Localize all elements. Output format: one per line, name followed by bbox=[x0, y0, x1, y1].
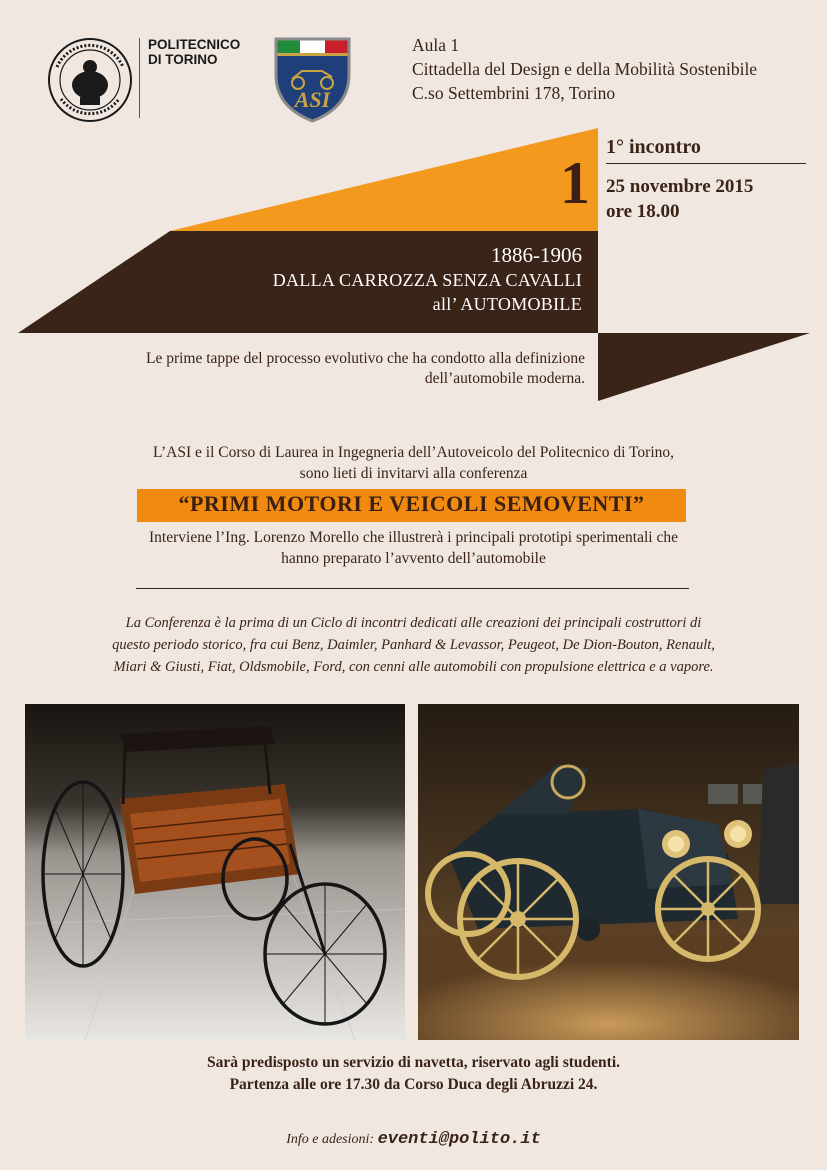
info-label: Info e adesioni: bbox=[286, 1132, 375, 1147]
info-footer bbox=[0, 1130, 827, 1149]
event-time: ore 18.00 bbox=[606, 201, 680, 222]
cycle-line3: Miari & Giusti, Fiat, Oldsmobile, Ford, con cenni alle automobili con propulsione elettrica e a vapore. bbox=[113, 659, 714, 675]
venue-room: Aula 1 bbox=[412, 35, 460, 55]
venue-street: C.so Settembrini 178, Torino bbox=[412, 83, 616, 103]
event-date: 25 novembre 2015 bbox=[606, 176, 754, 197]
cycle-line1: La Conferenza è la prima di un Ciclo di incontri dedicati alle creazioni dei principali costruttori di bbox=[125, 615, 702, 631]
conference-cycle-text bbox=[40, 612, 787, 678]
politecnico-name-line1: POLITECNICO bbox=[148, 37, 241, 52]
speaker-text bbox=[0, 527, 827, 569]
event-incontro: 1° incontro bbox=[606, 136, 701, 158]
banner-description bbox=[25, 349, 585, 389]
cycle-line2: questo periodo storico, fra cui Benz, Daimler, Panhard & Levassor, Peugeot, De Dion-Bouton, Renault, bbox=[112, 637, 715, 653]
event-number: 1 bbox=[560, 150, 590, 216]
venue-building: Cittadella del Design e della Mobilità Sostenibile bbox=[412, 59, 758, 79]
shuttle-notice bbox=[0, 1052, 827, 1096]
banner-years: 1886-1906 bbox=[491, 243, 582, 267]
event-datetime bbox=[606, 174, 753, 224]
speaker-line1: Interviene l’Ing. Lorenzo Morello che illustrerà i principali prototipi sperimentali che bbox=[149, 529, 678, 546]
politecnico-name-line2: DI TORINO bbox=[148, 52, 218, 67]
info-email-link[interactable]: eventi@polito.it bbox=[377, 1130, 541, 1149]
invitation-text bbox=[0, 442, 827, 484]
conference-title: “PRIMI MOTORI E VEICOLI SEMOVENTI” bbox=[178, 491, 645, 516]
logo-divider bbox=[139, 38, 140, 118]
invitation-line2: sono lieti di invitarvi alla conferenza bbox=[299, 465, 528, 482]
invitation-line1: L’ASI e il Corso di Laurea in Ingegneria dell’Autoveicolo del Politecnico di Torino, bbox=[152, 444, 675, 461]
banner-title: DALLA CARROZZA SENZA CAVALLI bbox=[272, 270, 582, 290]
brown-lower-triangle bbox=[598, 333, 810, 401]
politecnico-seal-logo bbox=[47, 37, 133, 123]
description-line1: Le prime tappe del processo evolutivo che ha condotto alla definizione bbox=[145, 350, 585, 367]
venue-address bbox=[412, 33, 757, 105]
banner-subtitle: all’ AUTOMOBILE bbox=[432, 294, 582, 314]
description-line2: dell’automobile moderna. bbox=[424, 370, 585, 387]
event-divider bbox=[606, 163, 806, 164]
speaker-line2: hanno preparato l’avvento dell’automobile bbox=[281, 550, 546, 567]
section-divider bbox=[136, 588, 689, 589]
benz-motorwagen-photo bbox=[25, 704, 405, 1040]
shuttle-line1: Sarà predisposto un servizio di navetta, riservato agli studenti. bbox=[206, 1054, 621, 1071]
mercedes-simplex-photo bbox=[418, 704, 799, 1040]
politecnico-name bbox=[148, 37, 240, 67]
asi-shield-logo bbox=[272, 35, 353, 123]
asi-logo-text: ASI bbox=[294, 87, 331, 112]
orange-triangle bbox=[170, 128, 598, 231]
shuttle-line2: Partenza alle ore 17.30 da Corso Duca degli Abruzzi 24. bbox=[229, 1076, 598, 1093]
